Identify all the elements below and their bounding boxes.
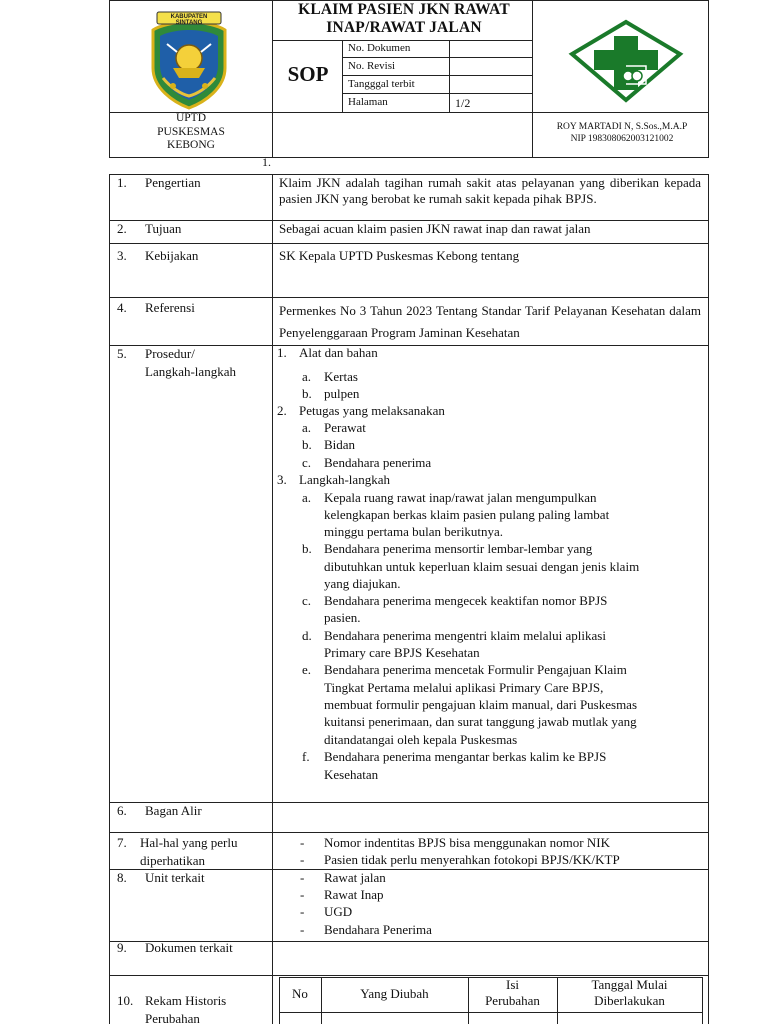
unit-item: Rawat jalan	[324, 870, 386, 885]
meta-label-date: Tangggal terbit	[348, 78, 415, 90]
procedure-group-3-title: Langkah-langkah	[299, 472, 390, 487]
procedure-step-letter: d.	[302, 628, 312, 643]
procedure-step-line: Bendahara penerima mengentri klaim melalui aplikasi	[324, 628, 606, 643]
section-3-label: Kebijakan	[145, 248, 199, 263]
procedure-step-line: kuitansi penerimaan, dan surat tanggung jawab mutlak yang	[324, 714, 637, 729]
section-5-label-line-1: Prosedur/	[145, 346, 195, 361]
procedure-step-line: Bendahara penerima mengecek keaktifan nomor BPJS	[324, 593, 608, 608]
procedure-step-line: minggu pertama bulan berikutnya.	[324, 524, 504, 539]
meta-value-page: 1/2	[455, 96, 471, 110]
note-item: Nomor indentitas BPJS bisa menggunakan nomor NIK	[324, 835, 610, 850]
procedure-step-line: Bendahara penerima mensortir lembar-lembar yang	[324, 541, 593, 556]
signer-block	[532, 121, 712, 145]
procedure-step-line: dibutuhkan untuk keperluan klaim sesuai dengan jenis klaim	[324, 559, 640, 574]
procedure-item-letter: c.	[302, 455, 312, 470]
org-line-1: UPTD	[175, 112, 207, 124]
history-header-changed: Yang Diubah	[360, 986, 429, 1001]
procedure-step-line: Kesehatan	[324, 767, 379, 782]
title-line-1: KLAIM PASIEN JKN RAWAT	[298, 1, 510, 18]
procedure-item-text: Perawat	[324, 420, 366, 435]
procedure-group-1-title: Alat dan bahan	[299, 345, 378, 360]
procedure-step-letter: b.	[302, 541, 312, 556]
note-item: Pasien tidak perlu menyerahkan fotokopi BPJS/KK/KTP	[324, 852, 620, 867]
section-1-content: Klaim JKN adalah tagihan rumah sakit atas pelayanan yang diberikan kepada pasien JKN yang berobat ke rumah sakit kepada pihak BPJS.	[279, 175, 701, 206]
bullet-dash: -	[300, 870, 305, 885]
section-7-label-line-1: Hal-hal yang perlu	[140, 835, 238, 850]
section-10-number: 10.	[117, 993, 134, 1008]
section-7-number: 7.	[117, 835, 127, 850]
unit-item: Bendahara Penerima	[324, 922, 432, 937]
section-2-number: 2.	[117, 221, 127, 236]
sop-label: SOP	[287, 62, 329, 86]
procedure-step-line: yang diajukan.	[324, 576, 401, 591]
section-2-content: Sebagai acuan klaim pasien JKN rawat inap dan rawat jalan	[279, 221, 591, 236]
org-line-3: KEBONG	[167, 139, 215, 151]
history-header-content-line-1: Isi	[506, 977, 519, 992]
section-1-label: Pengertian	[145, 175, 201, 190]
bullet-dash: -	[300, 904, 305, 919]
section-2-label: Tujuan	[145, 221, 182, 236]
procedure-step-line: Kepala ruang rawat inap/rawat jalan mengumpulkan	[324, 490, 597, 505]
puskesmas-logo	[566, 18, 686, 104]
history-header-content-line-2: Perubahan	[485, 993, 540, 1008]
unit-item: Rawat Inap	[324, 887, 384, 902]
stray-number: 1.	[262, 155, 271, 169]
procedure-item-text: Kertas	[324, 369, 358, 384]
procedure-item-text: Bidan	[324, 437, 356, 452]
procedure-step-line: Tingkat Pertama melalui aplikasi Primary Care BPJS,	[324, 680, 604, 695]
history-header-date	[557, 977, 702, 1009]
section-1-number: 1.	[117, 175, 127, 190]
section-3-number: 3.	[117, 248, 127, 263]
document-title	[276, 1, 532, 37]
meta-label-page: Halaman	[348, 96, 388, 108]
section-9-label: Dokumen terkait	[145, 940, 233, 955]
section-10-label-line-1: Rekam Historis	[145, 993, 227, 1008]
bullet-dash: -	[300, 922, 305, 937]
history-header-no: No	[292, 986, 308, 1001]
section-8-number: 8.	[117, 870, 127, 885]
procedure-item-letter: a.	[302, 420, 312, 435]
procedure-item-text: Bendahara penerima	[324, 455, 432, 470]
procedure-step-line: pasien.	[324, 610, 361, 625]
section-5-number: 5.	[117, 346, 127, 361]
section-9-number: 9.	[117, 940, 127, 955]
section-8-label: Unit terkait	[145, 870, 205, 885]
meta-label-rev: No. Revisi	[348, 60, 396, 72]
history-header-date-line-1: Tanggal Mulai	[591, 977, 668, 992]
procedure-step-line: ditandatangai oleh kepala Puskesmas	[324, 732, 518, 747]
section-4-content: Permenkes No 3 Tahun 2023 Tentang Standar Tarif Pelayanan Kesehatan dalam Penyelenggaraan Program Jaminan Kesehatan	[279, 303, 701, 340]
meta-label-doc: No. Dokumen	[348, 42, 411, 54]
procedure-group-2-number: 2.	[277, 403, 287, 418]
signer-nip: NIP 198308062003121002	[570, 134, 674, 144]
procedure-step-line: kelengkapan berkas klaim pasien pulang paling lambat	[324, 507, 610, 522]
section-4-label: Referensi	[145, 300, 195, 315]
unit-item: UGD	[324, 904, 353, 919]
organization-name	[110, 112, 272, 153]
section-7-label-line-2: diperhatikan	[140, 853, 205, 868]
org-line-2: PUSKESMAS	[157, 125, 225, 138]
procedure-step-letter: f.	[302, 749, 310, 764]
procedure-step-line: Primary care BPJS Kesehatan	[324, 645, 480, 660]
history-header-date-line-2: Diberlakukan	[594, 993, 665, 1008]
procedure-item-text: pulpen	[324, 386, 360, 401]
section-4-number: 4.	[117, 300, 127, 315]
procedure-group-3-number: 3.	[277, 472, 287, 487]
section-6-number: 6.	[117, 803, 127, 818]
procedure-step-line: membuat formulir pengajuan klaim manual, dari Puskesmas	[324, 697, 638, 712]
procedure-step-line: Bendahara penerima mencetak Formulir Pengajuan Klaim	[324, 662, 627, 677]
procedure-step-letter: c.	[302, 593, 312, 608]
section-3-content: SK Kepala UPTD Puskesmas Kebong tentang	[279, 248, 520, 263]
kabupaten-sintang-logo	[143, 8, 235, 110]
procedure-item-letter: b.	[302, 437, 312, 452]
section-5-label-line-2: Langkah-langkah	[145, 364, 236, 379]
section-6-label: Bagan Alir	[145, 803, 202, 818]
logo-left-text: KABUPATEN SINTANG	[170, 14, 208, 26]
title-line-2: INAP/RAWAT JALAN	[326, 19, 482, 36]
procedure-group-1-number: 1.	[277, 345, 287, 360]
procedure-step-letter: a.	[302, 490, 312, 505]
bullet-dash: -	[300, 835, 305, 850]
procedure-step-line: Bendahara penerima mengantar berkas kalim ke BPJS	[324, 749, 607, 764]
bullet-dash: -	[300, 852, 305, 867]
procedure-item-letter: b.	[302, 386, 312, 401]
signer-name: ROY MARTADI N, S.Sos.,M.A.P	[556, 122, 688, 132]
procedure-item-letter: a.	[302, 369, 312, 384]
procedure-step-letter: e.	[302, 662, 312, 677]
history-header-content	[468, 977, 557, 1009]
bullet-dash: -	[300, 887, 305, 902]
section-10-label-line-2: Perubahan	[145, 1011, 200, 1024]
procedure-group-2-title: Petugas yang melaksanakan	[299, 403, 445, 418]
